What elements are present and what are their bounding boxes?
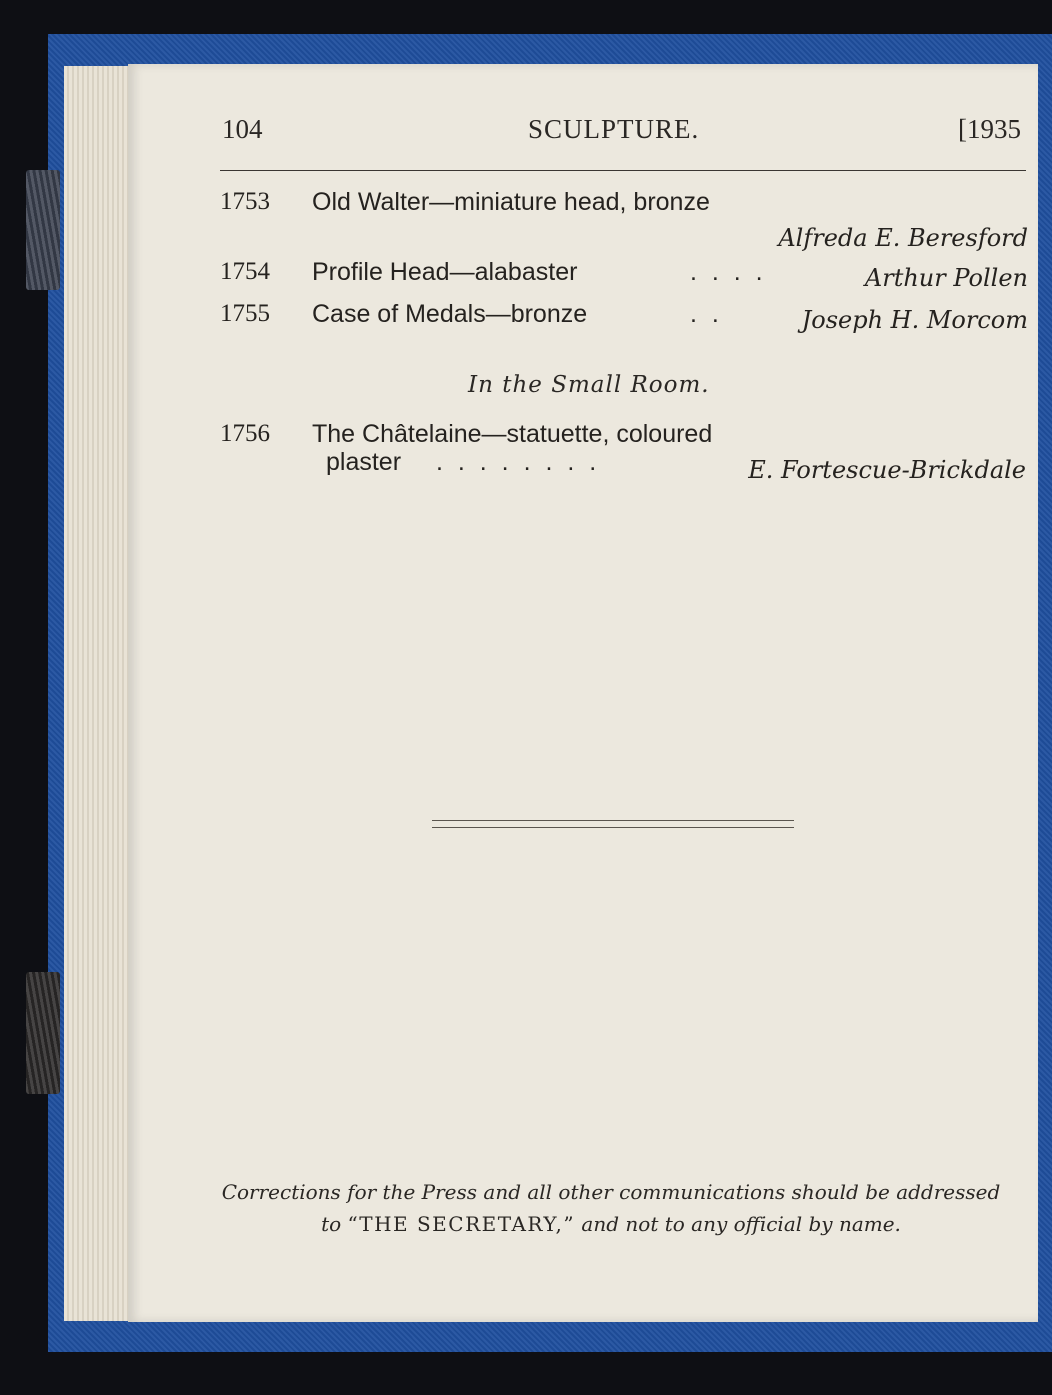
entry-artist: E. Fortescue-Brickdale [748,456,1026,484]
entry-title: Profile Head—alabaster [312,258,578,286]
entry-title-line2: plaster [326,448,402,476]
entry-number: 1753 [220,188,270,215]
page-number: 104 [222,114,263,144]
page-edges [64,66,132,1321]
leader-dots: . . [690,300,723,328]
entry-artist: Arthur Pollen [864,264,1028,292]
entry-title: Old Walter—miniature head, bronze [312,188,710,216]
leader-dots: . . . . [690,258,767,286]
entry-artist: Alfreda E. Beresford [778,224,1028,252]
entry-title: Case of Medals—bronze [312,300,588,328]
footer-secretary: “THE SECRETARY,” [347,1212,576,1236]
entry-number: 1756 [220,420,270,447]
entry-artist: Joseph H. Morcom [801,306,1028,334]
entry-title-line1: The Châtelaine—statuette, coloured [312,420,713,448]
footer-text-post: and not to any official by name. [575,1212,901,1236]
page [128,64,1038,1322]
entry-number: 1754 [220,258,270,285]
leader-dots: . . . . . . . . [436,448,601,476]
header-rule [220,170,1026,171]
room-heading: In the Small Room. [468,372,710,398]
binding-tab-top [26,170,60,290]
year-label: [1935 [958,114,1021,144]
section-divider [432,820,794,828]
footer-line-2 [206,1212,1016,1236]
entry-number: 1755 [220,300,270,327]
binding-tab-bottom [26,972,60,1094]
footer-text-pre: to [321,1212,348,1236]
section-title: SCULPTURE. [528,114,700,144]
footer-line-1: Corrections for the Press and all other communications should be addressed [221,1180,1001,1204]
